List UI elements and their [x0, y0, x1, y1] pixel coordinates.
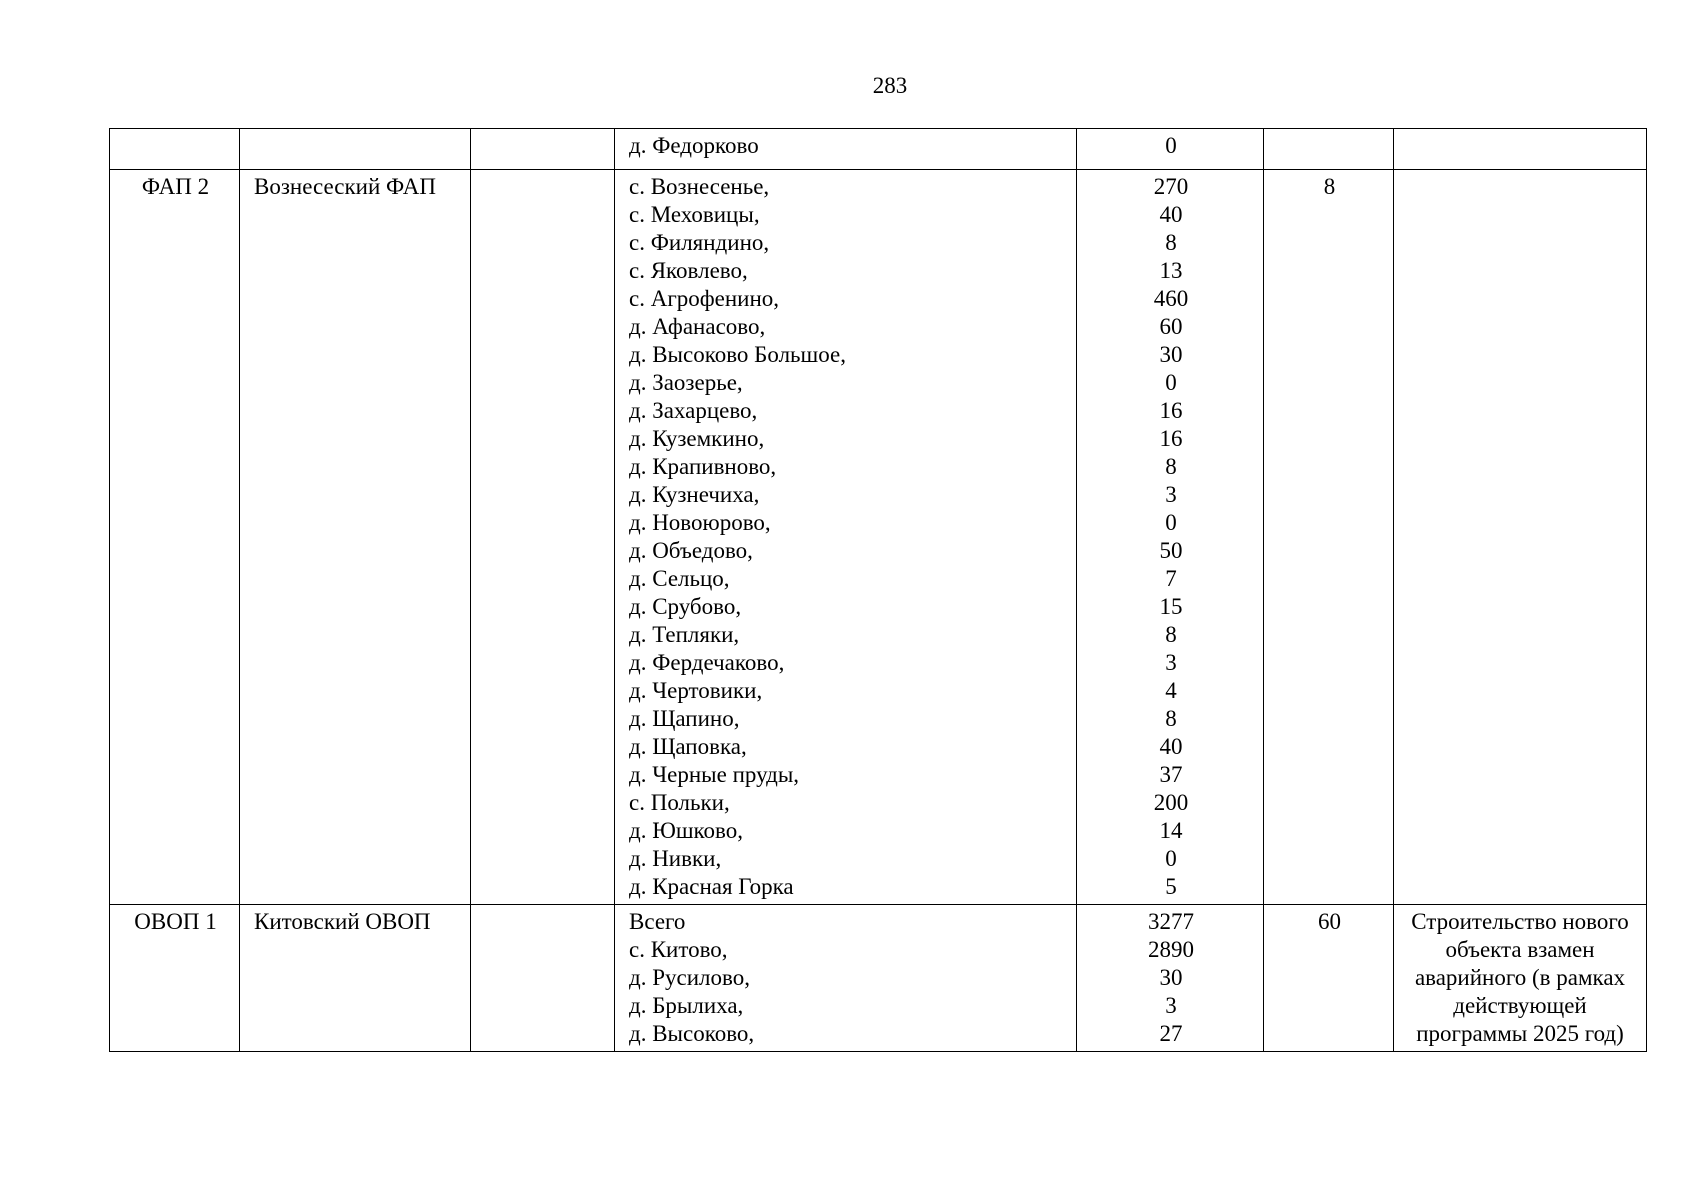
- population-value: 40: [1159, 734, 1183, 759]
- locality-name: д. Щапино,: [629, 706, 740, 731]
- facility-code-cell: ФАП 2: [110, 170, 240, 905]
- population-value: 0: [1165, 846, 1177, 871]
- locality-name: д. Крапивново,: [629, 454, 777, 479]
- locality-name: д. Новоюрово,: [629, 510, 771, 535]
- population-value: 40: [1159, 202, 1183, 227]
- table-row: [110, 170, 1647, 905]
- facility-name-cell: Вознесеский ФАП: [240, 170, 471, 905]
- locality-name: д. Захарцево,: [629, 398, 758, 423]
- locality-name: д. Объедово,: [629, 538, 753, 563]
- locality-name: д. Федорково: [629, 133, 759, 158]
- locality-name: д. Афанасово,: [629, 314, 766, 339]
- facilities-table: [109, 128, 1647, 1052]
- staff-count-cell: 8: [1264, 170, 1394, 905]
- locality-name: д. Красная Горка: [629, 874, 794, 899]
- population-value: 3277: [1148, 909, 1194, 934]
- population-value: 0: [1165, 510, 1177, 535]
- locality-name: д. Чертовики,: [629, 678, 763, 703]
- locality-name: д. Срубово,: [629, 594, 742, 619]
- locality-name: д. Фердечаково,: [629, 650, 785, 675]
- locality-name: д. Нивки,: [629, 846, 722, 871]
- population-cell: [1077, 170, 1264, 905]
- locality-name: д. Высоково Большое,: [629, 342, 846, 367]
- population-value: 15: [1159, 594, 1183, 619]
- note-cell: [1394, 129, 1647, 170]
- locality-name: д. Кузнечиха,: [629, 482, 760, 507]
- population-value: 8: [1165, 230, 1177, 255]
- population-value: 16: [1159, 426, 1183, 451]
- locality-name: с. Китово,: [629, 937, 728, 962]
- empty-cell: [471, 129, 615, 170]
- facility-code-cell: [110, 129, 240, 170]
- locality-name: д. Куземкино,: [629, 426, 765, 451]
- population-value: 27: [1159, 1021, 1183, 1046]
- localities-cell: [615, 170, 1077, 905]
- population-value: 30: [1159, 965, 1183, 990]
- locality-name: д. Черные пруды,: [629, 762, 800, 787]
- population-value: 14: [1159, 818, 1183, 843]
- population-value: 270: [1153, 174, 1189, 199]
- population-value: 8: [1165, 454, 1177, 479]
- population-value: 37: [1159, 762, 1183, 787]
- population-value: 0: [1165, 133, 1177, 158]
- empty-cell: [471, 170, 615, 905]
- table-row: [110, 129, 1647, 170]
- population-value: 7: [1165, 566, 1177, 591]
- table-row: [110, 905, 1647, 1052]
- locality-name: с. Вознесенье,: [629, 174, 770, 199]
- locality-name: с. Агрофенино,: [629, 286, 780, 311]
- facility-name-cell: [240, 129, 471, 170]
- locality-name: с. Яковлево,: [629, 258, 748, 283]
- facility-code-cell: ОВОП 1: [110, 905, 240, 1052]
- locality-name: с. Польки,: [629, 790, 730, 815]
- population-value: 460: [1153, 286, 1189, 311]
- population-value: 4: [1165, 678, 1177, 703]
- population-value: 60: [1159, 314, 1183, 339]
- population-value: 8: [1165, 622, 1177, 647]
- population-value: 13: [1159, 258, 1183, 283]
- locality-name: д. Заозерье,: [629, 370, 743, 395]
- population-cell: [1077, 129, 1264, 170]
- population-value: 2890: [1148, 937, 1194, 962]
- locality-name: д. Юшково,: [629, 818, 744, 843]
- population-value: 3: [1165, 993, 1177, 1018]
- localities-cell: [615, 905, 1077, 1052]
- note-text: Строительство нового объекта взамен аварийного (в рамках действующей программы 2025 год): [1411, 909, 1629, 1046]
- locality-name: с. Филяндино,: [629, 230, 770, 255]
- empty-cell: [471, 905, 615, 1052]
- page-number: 283: [872, 73, 908, 98]
- population-value: 200: [1153, 790, 1189, 815]
- population-value: 5: [1165, 874, 1177, 899]
- staff-count-cell: [1264, 129, 1394, 170]
- locality-name: д. Щаповка,: [629, 734, 747, 759]
- locality-name: д. Брылиха,: [629, 993, 744, 1018]
- localities-cell: [615, 129, 1077, 170]
- population-value: 16: [1159, 398, 1183, 423]
- population-value: 3: [1165, 482, 1177, 507]
- locality-name: с. Меховицы,: [629, 202, 760, 227]
- table-body: [110, 129, 1647, 1052]
- locality-name: д. Высоково,: [629, 1021, 755, 1046]
- note-cell: [1394, 905, 1647, 1052]
- locality-name: д. Сельцо,: [629, 566, 730, 591]
- population-value: 0: [1165, 370, 1177, 395]
- population-value: 3: [1165, 650, 1177, 675]
- population-value: 30: [1159, 342, 1183, 367]
- population-value: 8: [1165, 706, 1177, 731]
- population-cell: [1077, 905, 1264, 1052]
- population-value: 50: [1159, 538, 1183, 563]
- note-cell: [1394, 170, 1647, 905]
- locality-name: д. Русилово,: [629, 965, 750, 990]
- staff-count-cell: 60: [1264, 905, 1394, 1052]
- locality-name: Всего: [629, 909, 686, 934]
- facility-name-cell: Китовский ОВОП: [240, 905, 471, 1052]
- locality-name: д. Тепляки,: [629, 622, 740, 647]
